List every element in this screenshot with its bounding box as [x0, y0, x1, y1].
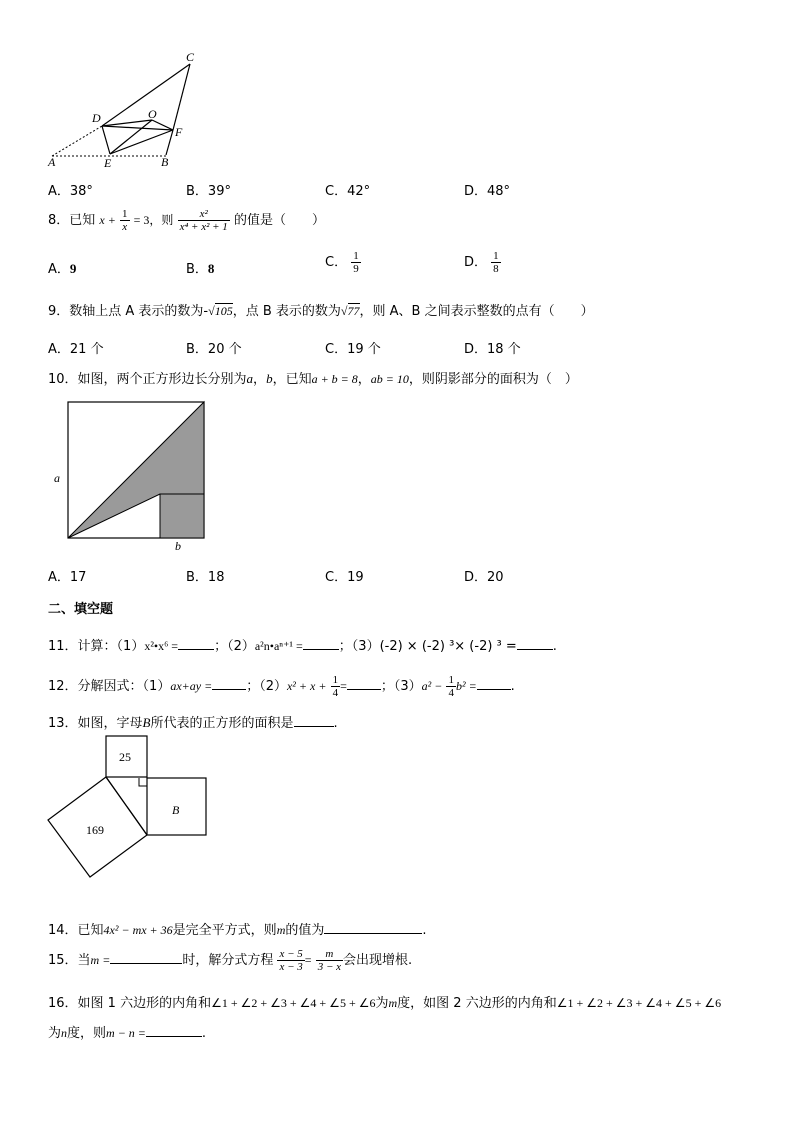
q14-end: .	[422, 923, 427, 938]
q14-expr: 4x² − mx + 36	[103, 923, 173, 937]
q10-label-b: b	[175, 539, 181, 553]
q12-expr3b: b² =	[455, 679, 477, 693]
q7-option-c: C．42°	[325, 184, 371, 199]
q8-option-a-letter: A．	[48, 262, 70, 277]
q10-cond2: ab = 10	[370, 372, 409, 386]
answer-blank[interactable]	[347, 677, 381, 690]
q12-frac2-den: 4	[332, 687, 339, 699]
sqrt-icon: √	[208, 304, 215, 318]
q16-end: .	[201, 1026, 207, 1041]
q15-rhs-den: 3 − x	[317, 961, 342, 973]
q13-end: .	[333, 716, 338, 731]
q9-question	[48, 300, 594, 319]
q13-question	[48, 712, 338, 731]
q8-cond-frac-num: 1	[122, 208, 128, 220]
q8-option-b	[186, 258, 214, 277]
q15-rhs-frac	[316, 948, 343, 973]
q15-text2: 时，解分式方程	[182, 953, 274, 968]
q10-part1: 10．如图，两个正方形边长分别为	[48, 372, 247, 387]
q8-option-a	[48, 258, 76, 277]
q11-end: .	[552, 639, 557, 654]
q9-radicand2: 77	[347, 304, 360, 318]
q12-frac3	[446, 674, 456, 699]
q7-figure	[40, 48, 220, 173]
q12-text1: 12．分解因式：（1）	[48, 679, 171, 694]
q11-question	[48, 635, 557, 654]
segment-de	[102, 126, 110, 154]
q15-rhs-num: m	[316, 948, 343, 961]
q10-b: b	[266, 371, 273, 386]
q14-text1: 14．已知	[48, 923, 104, 938]
q9-option-b: B．20 个	[186, 342, 242, 357]
q8-option-c-num: 1	[353, 250, 359, 262]
q12-text3: ；（3）	[380, 679, 422, 694]
q8-cond-frac	[120, 208, 130, 233]
q15-text1: 15．当	[48, 953, 91, 968]
q10-sep: ，	[357, 372, 371, 387]
q14-text3: 的值为	[285, 923, 325, 938]
answer-blank[interactable]	[212, 677, 246, 690]
q13-figure	[44, 734, 214, 882]
q8-option-b-value: 8	[207, 261, 215, 276]
q15-text3: 会出现增根.	[343, 953, 413, 968]
section-heading: 二、填空题	[48, 602, 114, 617]
q8-option-a-value: 9	[69, 261, 77, 276]
q15-m: m =	[90, 953, 111, 967]
q9-option-a: A．21 个	[48, 342, 104, 357]
q14-m: m	[276, 923, 286, 937]
q16-line2b: 度，则	[67, 1026, 107, 1041]
q16-mn: m − n =	[106, 1026, 146, 1040]
q10-label-a: a	[54, 471, 60, 485]
q13-text1: 13．如图，字母	[48, 716, 143, 731]
answer-blank[interactable]	[324, 921, 422, 934]
q12-text2: ；（2）	[246, 679, 287, 694]
q7-option-a: A．38°	[48, 184, 93, 199]
q12-frac3-den: 4	[448, 687, 454, 699]
q15-lhs-frac	[277, 948, 304, 973]
label-d: D	[92, 111, 101, 125]
q8-option-c-letter: C．	[325, 255, 348, 270]
q8-prefix: 8．已知	[48, 213, 96, 228]
q10-option-c: C．19	[325, 570, 364, 585]
q12-expr3a: a² −	[421, 679, 443, 693]
q15-question	[48, 948, 412, 973]
segment-df	[102, 126, 173, 130]
q14-text2: 是完全平方式，则	[172, 923, 277, 938]
small-square-shaded	[160, 494, 204, 538]
q11-expr2: a²n•aⁿ⁺¹ =	[254, 639, 303, 653]
q8-option-d-num: 1	[493, 250, 499, 262]
q9-option-c: C．19 个	[325, 342, 381, 357]
q10-cond1: a + b = 8	[311, 372, 358, 386]
q12-expr1: ax+ay =	[170, 679, 213, 693]
label-169: 169	[86, 823, 104, 837]
q9-radicand1: 105	[214, 304, 233, 318]
answer-blank[interactable]	[303, 637, 339, 650]
answer-blank[interactable]	[477, 677, 511, 690]
q8-cond-frac-den: x	[122, 221, 128, 233]
q7-option-d: D．48°	[464, 184, 511, 199]
label-25: 25	[119, 750, 131, 764]
segment-oe	[110, 120, 152, 154]
q16-angles1: ∠1 + ∠2 + ∠3 + ∠4 + ∠5 + ∠6	[211, 996, 376, 1010]
q16-line2a: 为	[48, 1026, 62, 1041]
label-b-square: B	[172, 803, 180, 817]
q8-option-c	[325, 250, 361, 275]
q10-option-d: D．20	[464, 570, 504, 585]
answer-blank[interactable]	[146, 1024, 202, 1037]
right-angle-mark	[139, 778, 147, 786]
q12-frac3-num: 1	[448, 674, 454, 686]
q16-m: m	[388, 996, 398, 1010]
answer-blank[interactable]	[294, 714, 334, 727]
q16-line2	[48, 1022, 206, 1041]
q16-line1c: 度，如图 2 六边形的内角和	[397, 996, 557, 1011]
segment-ef	[110, 130, 173, 154]
q10-option-b: B．18	[186, 570, 225, 585]
q9-part3: ，则 A、B 之间表示整数的点有（ ）	[359, 304, 594, 319]
q16-angles2: ∠1 + ∠2 + ∠3 + ∠4 + ∠5 + ∠6	[556, 996, 722, 1010]
q7-option-b: B．39°	[186, 184, 231, 199]
q10-comma: ，	[253, 372, 267, 387]
q10-part2: ，已知	[272, 372, 312, 387]
q12-expr2a: x² + x +	[286, 679, 327, 693]
q12-end: .	[510, 679, 515, 694]
q12-frac2-num: 1	[332, 674, 339, 686]
q8-cond-rhs: = 3，则	[133, 213, 174, 227]
q8-expr-den: x⁴ + x² + 1	[179, 221, 228, 233]
q13-b: B	[142, 715, 151, 730]
q8-option-c-den: 9	[353, 263, 359, 275]
label-e: E	[104, 156, 112, 170]
q11-text1: 11．计算：（1）	[48, 639, 145, 654]
answer-blank[interactable]	[178, 637, 214, 650]
q15-lhs-num: x − 5	[279, 948, 303, 960]
label-o: O	[148, 107, 157, 121]
q9-part2: ，点 B 表示的数为	[232, 304, 341, 319]
q13-text2: 所代表的正方形的面积是	[150, 716, 294, 731]
answer-blank[interactable]	[110, 951, 182, 964]
q14-question	[48, 919, 427, 938]
q8-option-d-letter: D．	[464, 255, 488, 270]
q12-question	[48, 674, 515, 699]
segment-fb	[166, 130, 173, 155]
q15-lhs-den: x − 3	[279, 961, 303, 973]
q9-part1: 9．数轴上点 A 表示的数为-	[48, 304, 209, 319]
dotted-ad	[52, 126, 102, 156]
q11-text2: ；（2）	[214, 639, 255, 654]
q8-option-c-frac	[351, 250, 361, 275]
q10-question	[48, 368, 578, 387]
q10-figure	[48, 398, 218, 558]
q8-cond-lhs: x +	[99, 213, 116, 227]
q11-text3: ；（3）(-2) × (-2) ³× (-2) ³ =	[338, 639, 517, 654]
label-f: F	[175, 125, 183, 139]
q12-frac2	[331, 674, 341, 699]
q16-line1b: 为	[375, 996, 389, 1011]
q16-line1	[48, 992, 721, 1011]
q12-expr2b: =	[340, 679, 347, 693]
label-c: C	[186, 50, 195, 64]
q16-n: n	[61, 1026, 68, 1040]
q11-expr1: x²•x⁶ =	[144, 639, 179, 653]
q9-option-d: D．18 个	[464, 342, 521, 357]
q16-line1a: 16．如图 1 六边形的内角和	[48, 996, 212, 1011]
q8-option-d-frac	[491, 250, 501, 275]
label-b: B	[161, 155, 169, 169]
q8-option-d-den: 8	[493, 263, 499, 275]
q15-eq: =	[304, 953, 312, 967]
q8-expr-frac	[178, 208, 230, 233]
answer-blank[interactable]	[517, 637, 553, 650]
q8-option-d	[464, 250, 501, 275]
q10-part3: ，则阴影部分的面积为（ ）	[408, 372, 578, 387]
label-a: A	[48, 155, 56, 169]
q8-option-b-letter: B．	[186, 262, 208, 277]
q8-question	[48, 208, 325, 233]
q8-suffix: 的值是（ ）	[233, 213, 325, 228]
q8-expr-num: x²	[178, 208, 230, 221]
q10-a: a	[246, 371, 254, 386]
sqrt-icon: √	[340, 304, 348, 318]
q10-option-a: A．17	[48, 570, 87, 585]
